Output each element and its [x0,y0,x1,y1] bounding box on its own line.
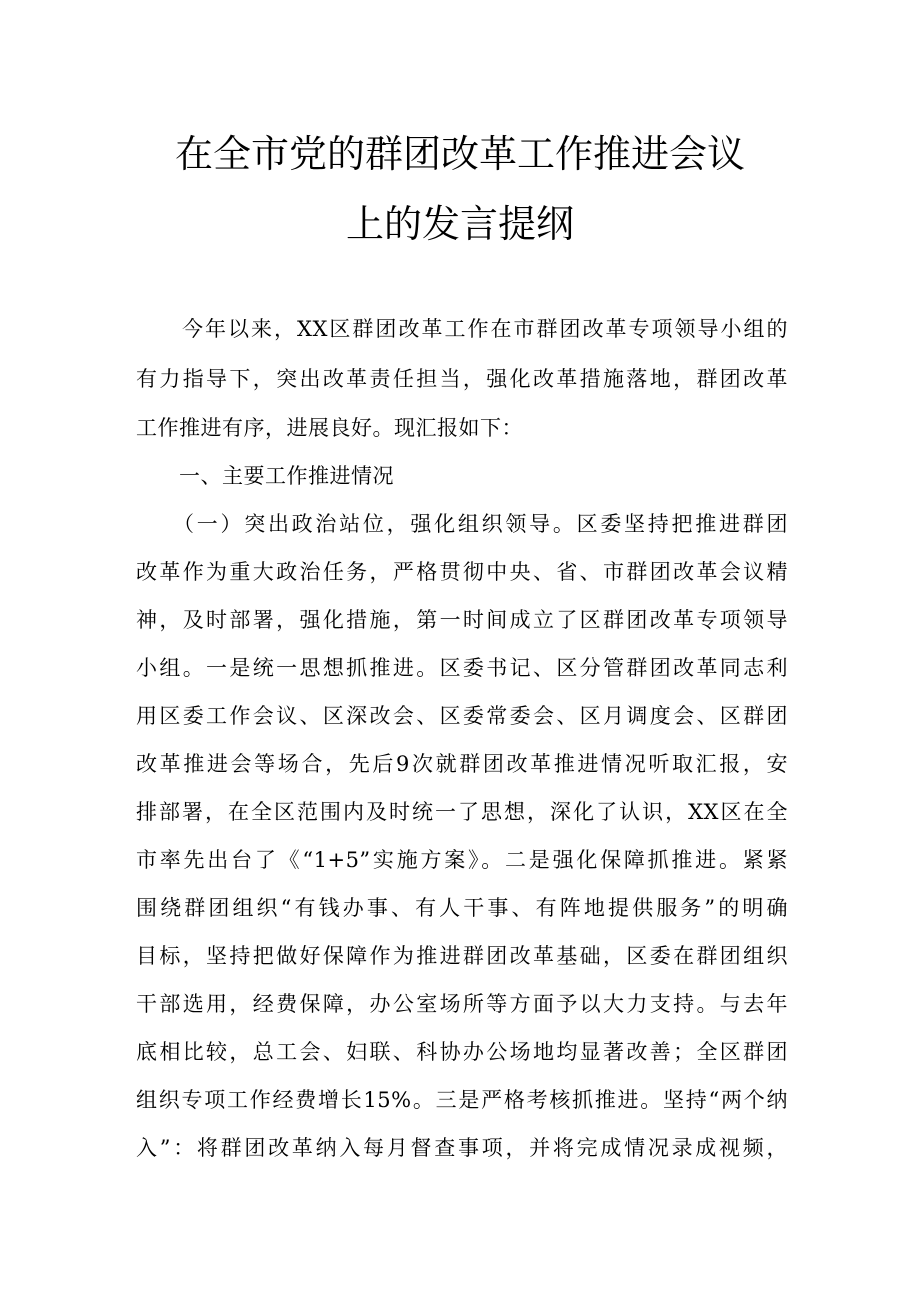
paragraph-line: 围绕群团组织“有钱办事、有人干事、有阵地提供服务”的明确 [136,896,788,920]
paragraph-line: 用区委工作会议、区深改会、区委常委会、区月调度会、区群团 [136,704,788,728]
paragraph-line: （一）突出政治站位，强化组织领导。区委坚持把推进群团 [136,512,788,536]
document-title-line-2: 上的发言提纲 [345,202,574,246]
paragraph-line: 今年以来，XX区群团改革工作在市群团改革专项领导小组的 [136,317,788,341]
paragraph-line: 市率先出台了《“1+5”实施方案》。二是强化保障抓推进。紧紧 [136,848,788,872]
paragraph-line: 改革推进会等场合，先后9次就群团改革推进情况听取汇报，安 [136,752,788,776]
paragraph-line: 干部选用，经费保障，办公室场所等方面予以大力支持。与去年 [136,992,788,1016]
paragraph-line: 有力指导下，突出改革责任担当，强化改革措施落地，群团改革 [136,367,788,391]
paragraph-line: 神，及时部署，强化措施，第一时间成立了区群团改革专项领导 [136,608,788,632]
paragraph-line: 目标，坚持把做好保障作为推进群团改革基础，区委在群团组织 [136,944,788,968]
paragraph-line: 改革作为重大政治任务，严格贯彻中央、省、市群团改革会议精 [136,560,788,584]
section-heading: 一、主要工作推进情况 [136,464,394,488]
paragraph-line: 小组。一是统一思想抓推进。区委书记、区分管群团改革同志利 [136,656,788,680]
paragraph-line: 入”：将群团改革纳入每月督查事项，并将完成情况录成视频， [136,1136,788,1160]
paragraph-line: 组织专项工作经费增长15%。三是严格考核抓推进。坚持“两个纳 [136,1088,788,1112]
document-title-line-1: 在全市党的群团改革工作推进会议 [174,132,745,176]
paragraph-line: 工作推进有序，进展良好。现汇报如下： [136,416,523,440]
paragraph-line: 底相比较，总工会、妇联、科协办公场地均显著改善；全区群团 [136,1040,788,1064]
paragraph-line: 排部署，在全区范围内及时统一了思想，深化了认识，XX区在全 [136,800,788,824]
